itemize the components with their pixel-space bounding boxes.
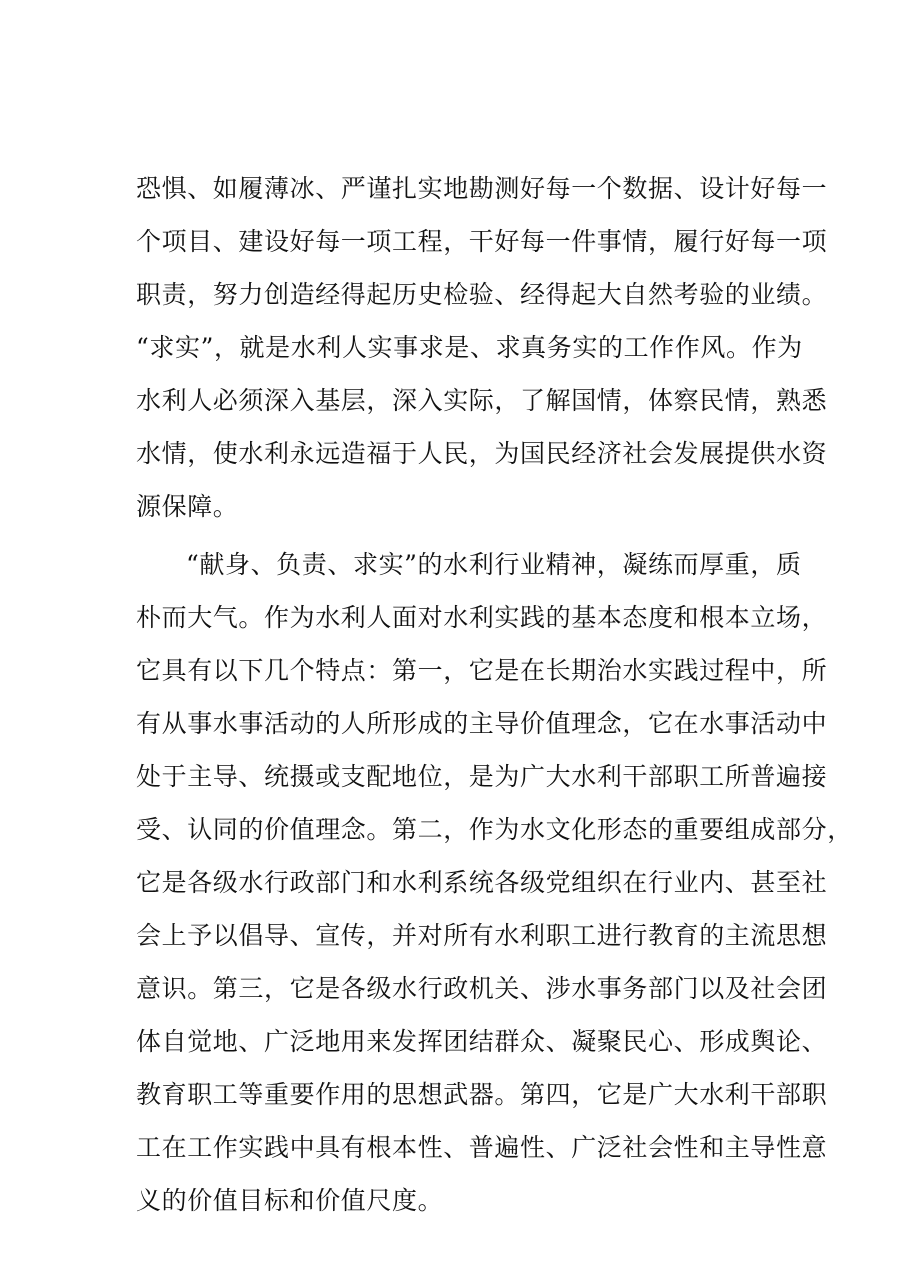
text-line: 处于主导、统摄或支配地位，是为广大水利干部职工所普遍接 [136, 762, 828, 791]
text-line: “求实”，就是水利人实事求是、求真务实的工作作风。作为 [136, 333, 803, 362]
text-line: 工在工作实践中具有根本性、普遍性、广泛社会性和主导性意 [136, 1133, 828, 1162]
text-line: 水利人必须深入基层，深入实际，了解国情，体察民情，熟悉 [136, 386, 828, 415]
text-line: 有从事水事活动的人所形成的主导价值理念，它在水事活动中 [136, 709, 828, 738]
text-line: 意识。第三，它是各级水行政机关、涉水事务部门以及社会团 [136, 974, 828, 1003]
text-line: 源保障。 [136, 492, 239, 521]
paragraph-first-line: “献身、负责、求实”的水利行业精神，凝练而厚重，质 [186, 550, 802, 579]
text-line: 它具有以下几个特点：第一，它是在长期治水实践过程中，所 [136, 656, 828, 685]
text-line: 受、认同的价值理念。第二，作为水文化形态的重要组成部分， [136, 815, 853, 844]
text-line: 恐惧、如履薄冰、严谨扎实地勘测好每一个数据、设计好每一 [136, 174, 828, 203]
text-line: 水情，使水利永远造福于人民，为国民经济社会发展提供水资 [136, 439, 828, 468]
text-line: 朴而大气。作为水利人面对水利实践的基本态度和根本立场， [136, 603, 828, 632]
text-line: 体自觉地、广泛地用来发挥团结群众、凝聚民心、形成舆论、 [136, 1027, 828, 1056]
text-line: 它是各级水行政部门和水利系统各级党组织在行业内、甚至社 [136, 868, 828, 897]
text-line: 义的价值目标和价值尺度。 [136, 1186, 444, 1215]
text-line: 会上予以倡导、宣传，并对所有水利职工进行教育的主流思想 [136, 921, 828, 950]
text-line: 职责，努力创造经得起历史检验、经得起大自然考验的业绩。 [136, 280, 828, 309]
text-line: 个项目、建设好每一项工程，干好每一件事情，履行好每一项 [136, 227, 828, 256]
text-line: 教育职工等重要作用的思想武器。第四，它是广大水利干部职 [136, 1080, 828, 1109]
